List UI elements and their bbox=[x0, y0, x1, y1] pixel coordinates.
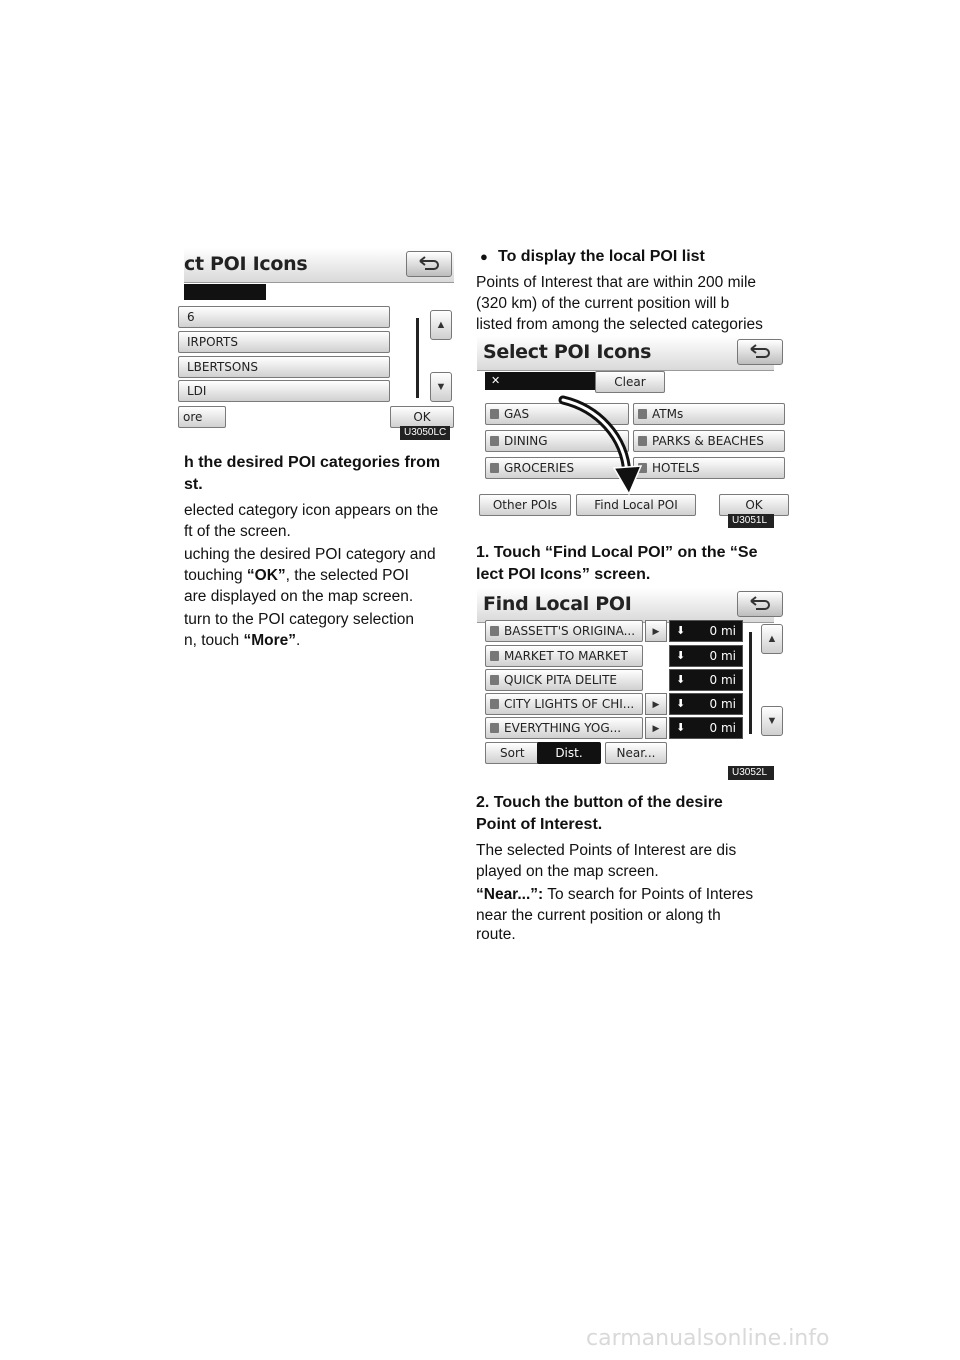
scroll-up-button[interactable]: ▲ bbox=[761, 624, 783, 654]
body-text: touching “OK”, the selected POI bbox=[184, 567, 409, 584]
scroll-track[interactable] bbox=[749, 632, 752, 734]
sort-button[interactable]: Sort bbox=[485, 742, 599, 764]
body-text: (320 km) of the current position will b bbox=[476, 295, 730, 312]
body-text: route. bbox=[476, 926, 516, 943]
poi-result-button[interactable]: CITY LIGHTS OF CHI... bbox=[485, 693, 643, 715]
pointer-arrow-icon bbox=[477, 336, 774, 518]
poi-icon bbox=[490, 626, 499, 636]
category-gas[interactable]: GAS bbox=[485, 403, 629, 425]
more-button[interactable]: ore bbox=[178, 406, 226, 428]
body-text: uching the desired POI category and bbox=[184, 546, 436, 563]
body-text: ft of the screen. bbox=[184, 523, 291, 540]
figure-code: U3052L bbox=[728, 766, 774, 780]
category-hotels[interactable]: HOTELS bbox=[633, 457, 785, 479]
scroll-down-button[interactable]: ▼ bbox=[761, 706, 783, 736]
direction-arrow-icon: ⬇ bbox=[676, 721, 686, 734]
poi-icon bbox=[490, 699, 499, 709]
scroll-track[interactable] bbox=[416, 318, 419, 398]
figure-code: U3050LC bbox=[400, 426, 450, 440]
figure-select-poi-icons bbox=[477, 336, 774, 518]
section-heading: To display the local POI list bbox=[498, 248, 705, 265]
scroll-up-button[interactable]: ▲ bbox=[430, 310, 452, 340]
figure-select-poi-list bbox=[184, 248, 454, 430]
category-parks-beaches[interactable]: PARKS & BEACHES bbox=[633, 430, 785, 452]
clear-button[interactable]: Clear bbox=[595, 371, 665, 393]
right-column-intro bbox=[476, 244, 776, 334]
find-local-poi-button[interactable]: Find Local POI bbox=[576, 494, 696, 516]
step-2-text: 2. Touch the button of the desire Point of Interest. The selected Points of Interest are dis played on the map screen. “Near...”: To search for Points of Interes near the current position or along th route. bbox=[476, 794, 754, 943]
direction-arrow-icon: ⬇ bbox=[676, 697, 686, 710]
body-text: n, touch “More”. bbox=[184, 632, 301, 649]
distance-indicator: ⬇ 0 mi bbox=[669, 717, 743, 739]
other-pois-button[interactable]: Other POIs bbox=[479, 494, 571, 516]
back-button[interactable] bbox=[406, 251, 452, 277]
poi-result-button[interactable]: EVERYTHING YOG... bbox=[485, 717, 643, 739]
category-atms[interactable]: ATMs bbox=[633, 403, 785, 425]
distance-indicator: ⬇ 0 mi bbox=[669, 669, 743, 691]
ok-button[interactable]: OK bbox=[390, 406, 454, 428]
dining-icon: ✕ bbox=[491, 375, 501, 387]
detail-button[interactable]: ▶ bbox=[645, 717, 667, 739]
near-button[interactable]: Near... bbox=[605, 742, 667, 764]
step-text: h the desired POI categories from bbox=[184, 454, 441, 471]
selected-category-bar bbox=[184, 284, 266, 300]
body-text: Points of Interest that are within 200 mile bbox=[476, 274, 757, 291]
body-text: elected category icon appears on the bbox=[184, 502, 439, 519]
detail-button[interactable]: ▶ bbox=[645, 620, 667, 642]
screen-title: Find Local POI bbox=[483, 593, 632, 615]
distance-indicator: ⬇ 0 mi bbox=[669, 620, 743, 642]
category-item[interactable]: LBERTSONS bbox=[178, 356, 390, 378]
poi-icon bbox=[490, 675, 499, 685]
category-dining[interactable]: DINING bbox=[485, 430, 629, 452]
direction-arrow-icon: ⬇ bbox=[676, 649, 686, 662]
figure-find-local-poi bbox=[477, 588, 778, 768]
screen-title-bar bbox=[477, 588, 774, 623]
poi-icon bbox=[490, 723, 499, 733]
watermark: carmanualsonline.info bbox=[586, 1326, 830, 1351]
category-item[interactable]: 6 bbox=[178, 306, 390, 328]
body-text: near the current position or along th bbox=[476, 907, 721, 924]
step-1-text: 1. Touch “Find Local POI” on the “Se lect POI Icons” screen. bbox=[476, 544, 758, 583]
detail-button[interactable]: ▶ bbox=[645, 693, 667, 715]
category-item[interactable]: IRPORTS bbox=[178, 331, 390, 353]
category-item[interactable]: LDI bbox=[178, 380, 390, 402]
sort-by-distance-button[interactable]: Dist. bbox=[537, 742, 601, 764]
back-arrow-icon bbox=[748, 596, 772, 612]
ok-button[interactable]: OK bbox=[719, 494, 789, 516]
screen-title: Select POI Icons bbox=[483, 341, 652, 363]
step-text: st. bbox=[184, 476, 203, 493]
scroll-down-button[interactable]: ▼ bbox=[430, 372, 452, 402]
body-text: listed from among the selected categories bbox=[476, 316, 763, 333]
direction-arrow-icon: ⬇ bbox=[676, 624, 686, 637]
body-text: “Near...”: To search for Points of Interes bbox=[476, 886, 754, 903]
bullet: ● bbox=[480, 249, 488, 264]
direction-arrow-icon: ⬇ bbox=[676, 673, 686, 686]
poi-result-button[interactable]: MARKET TO MARKET bbox=[485, 645, 643, 667]
body-text: are displayed on the map screen. bbox=[184, 588, 414, 605]
poi-result-button[interactable]: BASSETT'S ORIGINA... bbox=[485, 620, 643, 642]
back-button[interactable] bbox=[737, 591, 783, 617]
screen-title: ct POI Icons bbox=[184, 253, 308, 275]
body-text: turn to the POI category selection bbox=[184, 611, 415, 628]
body-text: played on the map screen. bbox=[476, 863, 659, 880]
distance-indicator: ⬇ 0 mi bbox=[669, 693, 743, 715]
distance-indicator: ⬇ 0 mi bbox=[669, 645, 743, 667]
back-arrow-icon bbox=[417, 256, 441, 272]
poi-icon bbox=[490, 651, 499, 661]
category-groceries[interactable]: GROCERIES bbox=[485, 457, 629, 479]
body-text: The selected Points of Interest are dis bbox=[476, 842, 737, 859]
screen-title-bar bbox=[184, 248, 454, 283]
left-column-text bbox=[184, 452, 456, 652]
poi-result-button[interactable]: QUICK PITA DELITE bbox=[485, 669, 643, 691]
figure-code: U3051L bbox=[728, 514, 774, 528]
